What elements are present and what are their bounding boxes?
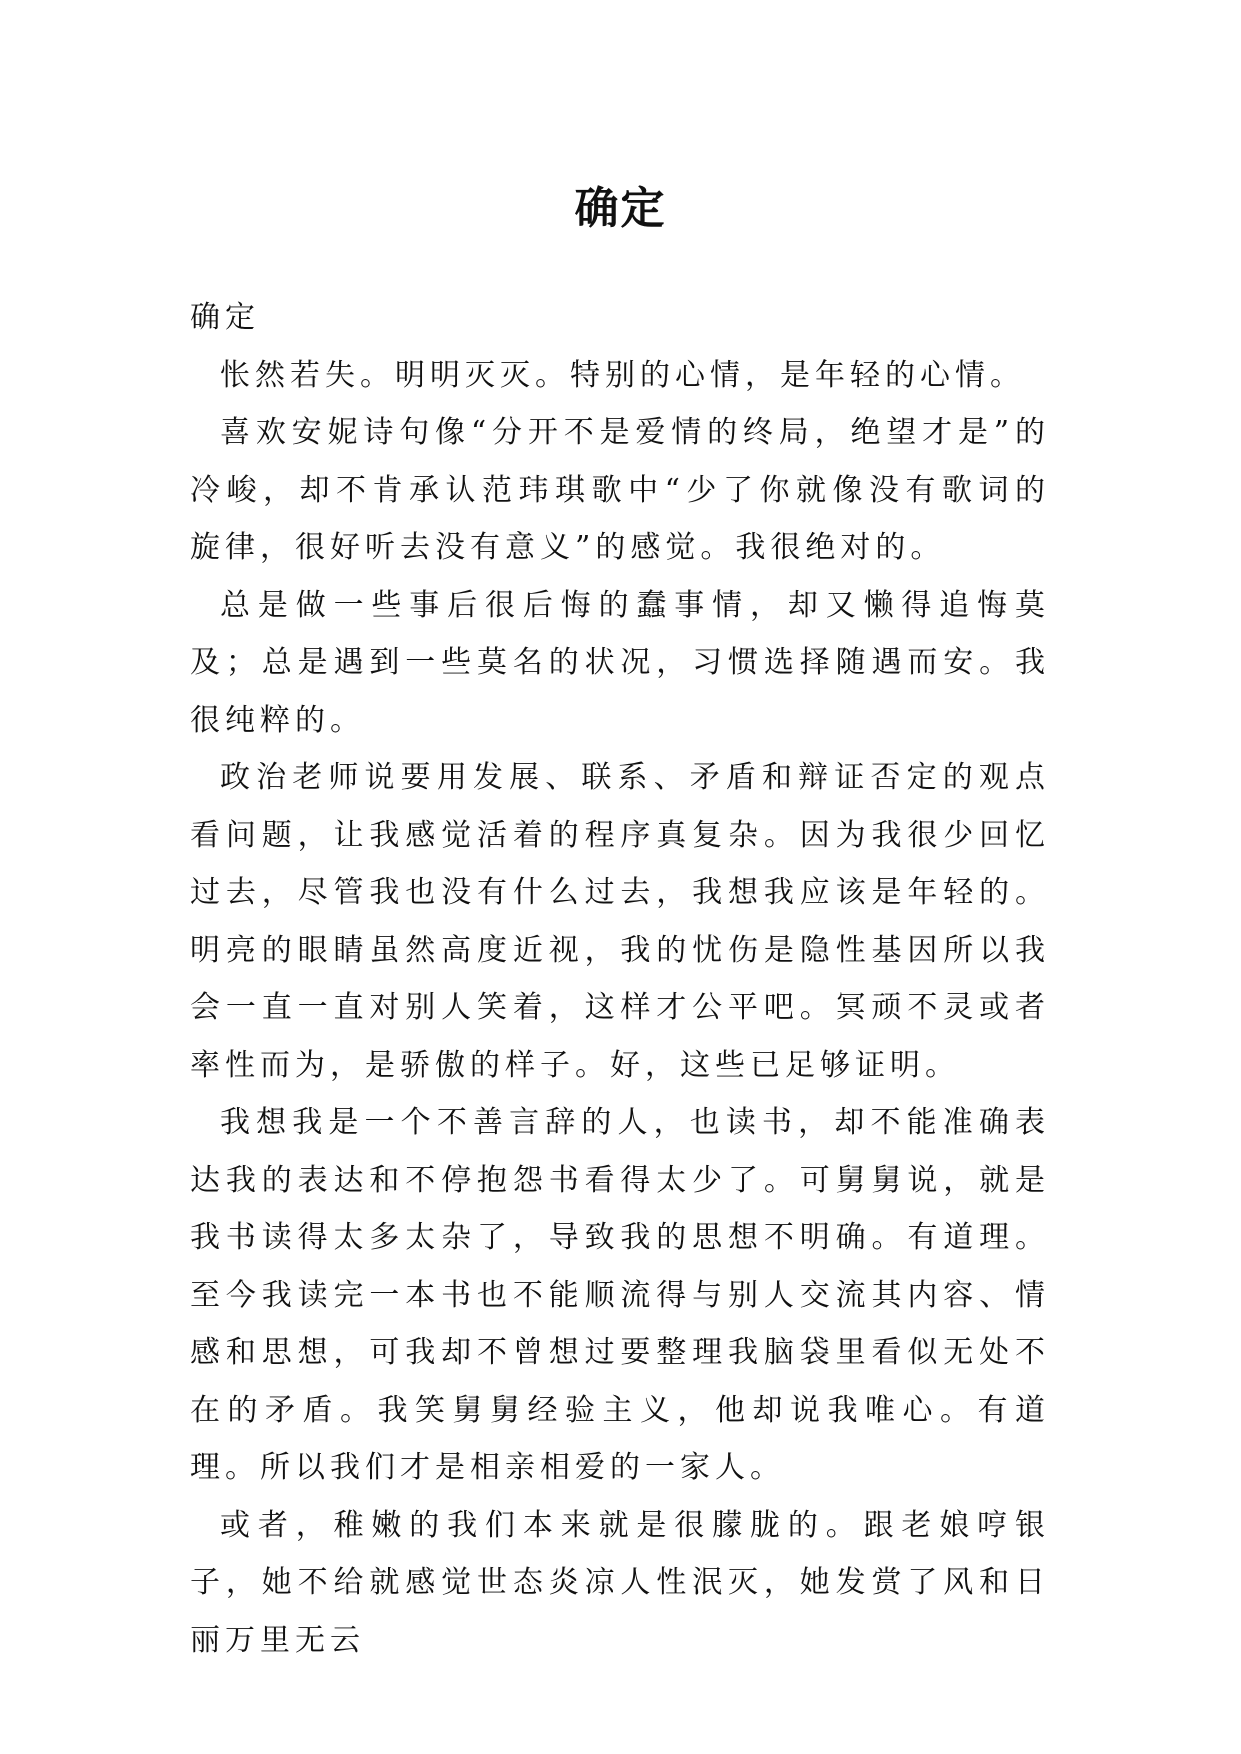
document-title: 确定 (574, 183, 667, 235)
body-subtitle: 确定 (190, 300, 260, 335)
body-paragraph: 怅然若失。明明灭灭。特别的心情，是年轻的心情。 (220, 357, 1025, 393)
document-body (190, 289, 1050, 1669)
body-paragraph: 总是做一些事后很后悔的蠢事情，却又懒得追悔莫及；总是遇到一些莫名的状况，习惯选择随遇而安。我很纯粹的。 (190, 587, 1050, 738)
body-paragraph: 政治老师说要用发展、联系、矛盾和辩证否定的观点看问题，让我感觉活着的程序真复杂。因为我很少回忆过去，尽管我也没有什么过去，我想我应该是年轻的。明亮的眼睛虽然高度近视，我的忧伤是隐性基因所以我会一直一直对别人笑着，这样才公平吧。冥顽不灵或者率性而为，是骄傲的样子。好，这些已足够证明。 (190, 760, 1050, 1083)
body-paragraph: 喜欢安妮诗句像“分开不是爱情的终局，绝望才是”的冷峻，却不肯承认范玮琪歌中“少了你就像没有歌词的旋律，很好听去没有意义”的感觉。我很绝对的。 (190, 415, 1050, 565)
body-paragraph: 我想我是一个不善言辞的人，也读书，却不能准确表达我的表达和不停抱怨书看得太少了。可舅舅说，就是我书读得太多太杂了，导致我的思想不明确。有道理。至今我读完一本书也不能顺流得与别人交流其内容、情感和思想，可我却不曾想过要整理我脑袋里看似无处不在的矛盾。我笑舅舅经验主义，他却说我唯心。有道理。所以我们才是相亲相爱的一家人。 (190, 1105, 1050, 1485)
body-paragraph: 或者，稚嫩的我们本来就是很朦胧的。跟老娘哼银子，她不给就感觉世态炎凉人性泯灭，她发赏了风和日丽万里无云 (190, 1507, 1050, 1658)
